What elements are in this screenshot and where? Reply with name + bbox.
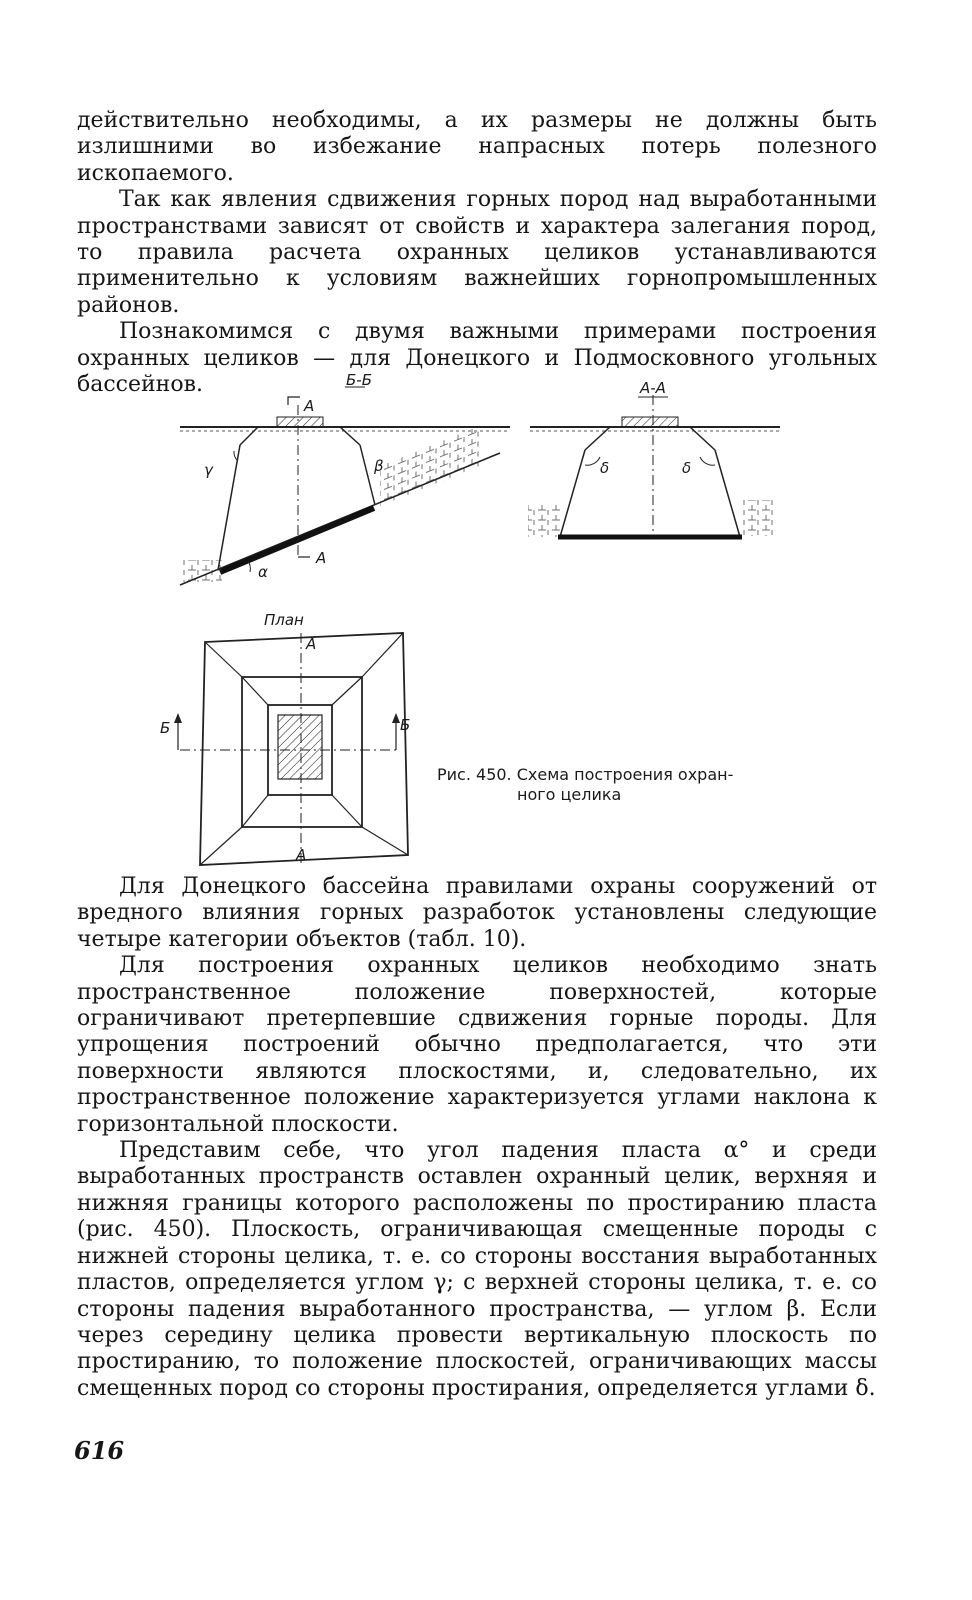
label-gamma: γ xyxy=(204,461,213,479)
label-a-top: А xyxy=(304,397,315,415)
section-aa-label: А-А xyxy=(640,379,666,397)
label-delta-right: δ xyxy=(682,459,692,477)
text-block-bottom xyxy=(77,874,877,1402)
plan-label-b-right: Б xyxy=(400,716,411,734)
label-delta-left: δ xyxy=(600,459,610,477)
label-alpha: α xyxy=(258,563,268,581)
section-bb-label: Б-Б xyxy=(346,371,372,389)
figure-caption xyxy=(437,765,827,805)
section-bb-drawing xyxy=(180,387,510,585)
caption-line-1: Рис. 450. Схема построения охран- xyxy=(437,765,734,784)
paragraph: Для построения охранных целиков необходимо знать пространственное положение поверхностей, которые ограничивают претерпевшие сдвижения горные породы. Для упрощения построений обычно предполагается, что эти поверхности являются плоскостями, и, следовательно, их пространственное положение характеризуется углами наклона к горизонтальной плоскости. xyxy=(77,953,877,1137)
paragraph: Познакомимся с двумя важными примерами построения охранных целиков — для Донецкого и Подмосковного угольных бассейнов. xyxy=(77,319,877,398)
label-a-bottom: А xyxy=(316,549,327,567)
paragraph: Так как явления сдвижения горных пород над выработанными пространствами зависят от свойств и характера залегания пород, то правила расчета охранных целиков устанавливаются применительно к условиям важнейших горнопромышленных районов. xyxy=(77,187,877,318)
page-number: 616 xyxy=(74,1436,125,1465)
section-aa-drawing xyxy=(528,395,780,537)
caption-line-2: ного целика xyxy=(517,785,622,804)
plan-label-a-bottom: А xyxy=(296,846,307,864)
text-block-top xyxy=(77,108,877,398)
plan-label-b-left: Б xyxy=(160,719,171,737)
label-beta: β xyxy=(374,457,384,475)
plan-label: План xyxy=(264,611,304,629)
paragraph: Для Донецкого бассейна правилами охраны сооружений от вредного влияния горных разработок установлены следующие четыре категории объектов (табл. 10). xyxy=(77,874,877,952)
paragraph: действительно необходимы, а их размеры не должны быть излишними во избежание напрасных потерь полезного ископаемого. xyxy=(77,108,877,186)
plan-drawing xyxy=(174,633,411,865)
plan-label-a-top: А xyxy=(306,635,317,653)
paragraph: Представим себе, что угол падения пласта α° и среди выработанных пространств оставлен охранный целик, верхняя и нижняя границы которого расположены по простиранию пласта (рис. 450). Плоскость, ограничивающая смещенные породы с нижней стороны целика, т. е. со стороны восстания выработанных пластов, определяется углом γ; с верхней стороны целика, т. е. со стороны падения выработанного пространства, — углом β. Если через середину целика провести вертикальную плоскость по простиранию, то положение плоскостей, ограничивающих массы смещенных пород со стороны простирания, определяется углами δ. xyxy=(77,1138,877,1401)
